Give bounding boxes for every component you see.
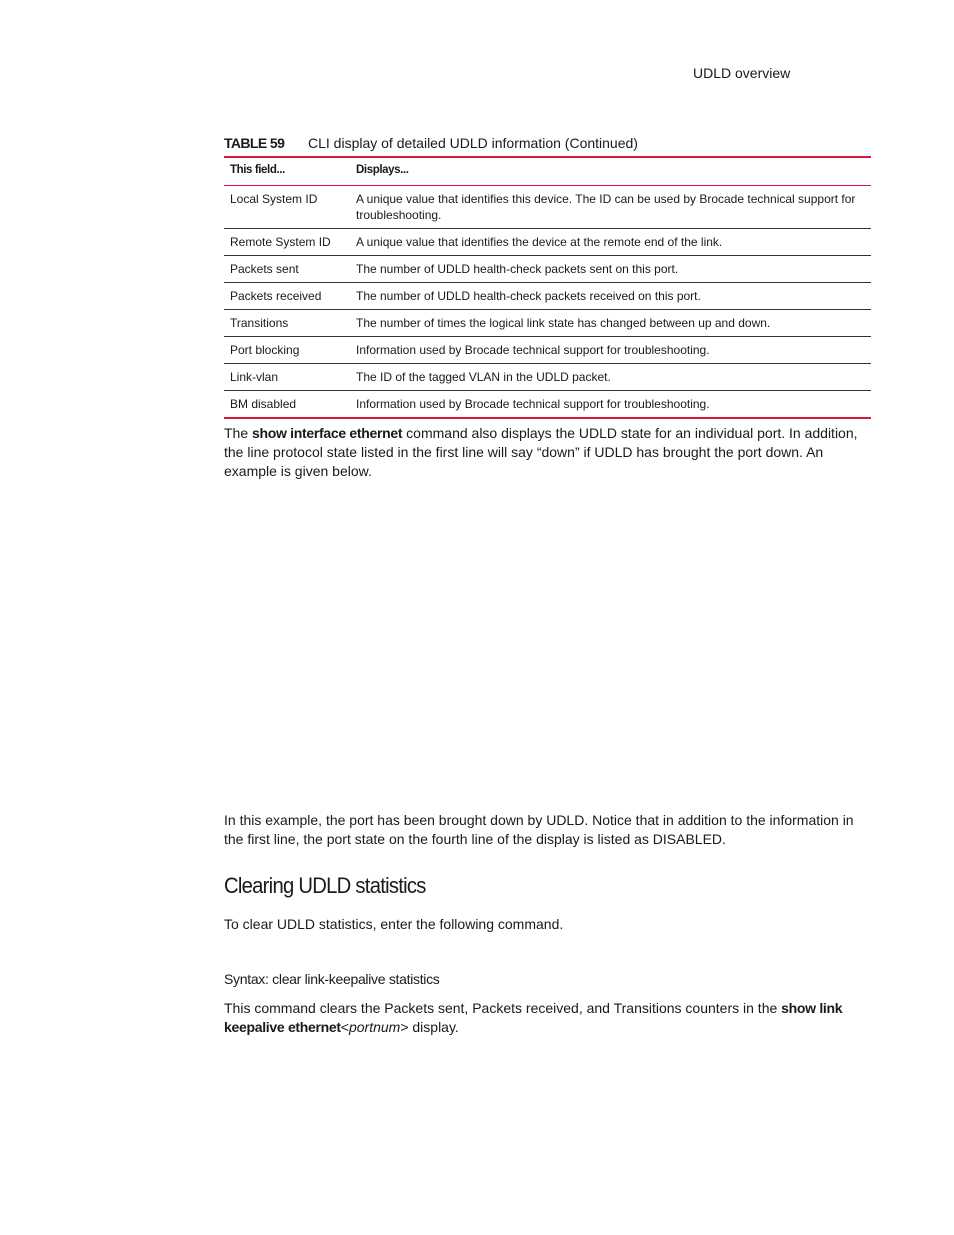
- field-name: Transitions: [224, 310, 350, 337]
- command-argument: portnum: [348, 1019, 401, 1035]
- table-caption: [224, 135, 871, 151]
- text-span: This command clears the Packets sent, Packets received, and Transitions counters in the: [224, 1000, 782, 1016]
- body-paragraph-example-note: In this example, the port has been brought down by UDLD. Notice that in addition to the information in the first line, the port state on the fourth line of the display is listed as DISABLED.: [224, 812, 854, 847]
- field-name: Remote System ID: [224, 229, 350, 256]
- column-header-field: This field...: [224, 157, 350, 186]
- text-span: command also displays the UDLD state for an individual port. In addition, the line protocol state listed in the first line will say “down” if UDLD has brought the port down. An example is given below.: [224, 425, 858, 479]
- field-description: The number of times the logical link state has changed between up and down.: [350, 310, 871, 337]
- text-span: > display.: [400, 1019, 459, 1035]
- running-head: UDLD overview: [693, 65, 791, 81]
- table-row: [224, 310, 871, 337]
- field-description: The number of UDLD health-check packets sent on this port.: [350, 256, 871, 283]
- field-description: The number of UDLD health-check packets received on this port.: [350, 283, 871, 310]
- table-row: [224, 283, 871, 310]
- udld-field-table: [224, 156, 871, 419]
- body-paragraph-clear-description: [224, 999, 874, 1037]
- body-paragraph-clear-intro: To clear UDLD statistics, enter the following command.: [224, 916, 564, 932]
- body-paragraph-show-interface: [224, 424, 874, 481]
- field-name: Port blocking: [224, 337, 350, 364]
- field-description: A unique value that identifies this device. The ID can be used by Brocade technical support for troubleshooting.: [350, 186, 871, 229]
- section-heading: Clearing UDLD statistics: [224, 873, 426, 898]
- table-row: [224, 256, 871, 283]
- text-span: The: [224, 425, 253, 441]
- column-header-displays: Displays...: [350, 157, 871, 186]
- table-row: [224, 186, 871, 229]
- syntax-line: Syntax: clear link-keepalive statistics: [224, 971, 440, 987]
- field-name: Packets sent: [224, 256, 350, 283]
- field-description: Information used by Brocade technical support for troubleshooting.: [350, 337, 871, 364]
- table-number: TABLE 59: [224, 135, 285, 151]
- text-span: <: [340, 1019, 349, 1035]
- command-name: show interface ethernet: [252, 425, 403, 441]
- table-row: [224, 229, 871, 256]
- table-row: [224, 391, 871, 419]
- field-name: BM disabled: [230, 397, 297, 411]
- table-header-row: [224, 157, 871, 186]
- table-row: [224, 337, 871, 364]
- field-name: Link-vlan: [224, 364, 350, 391]
- field-description: A unique value that identifies the device at the remote end of the link.: [350, 229, 871, 256]
- field-name: Local System ID: [224, 186, 350, 229]
- table-title: CLI display of detailed UDLD information (Continued): [308, 135, 638, 151]
- field-description: The ID of the tagged VLAN in the UDLD packet.: [350, 364, 871, 391]
- command-name: show link keepalive ethernet: [224, 1000, 843, 1035]
- field-name: Packets received: [224, 283, 350, 310]
- field-description: Information used by Brocade technical support for troubleshooting.: [356, 397, 710, 411]
- table-row: [224, 364, 871, 391]
